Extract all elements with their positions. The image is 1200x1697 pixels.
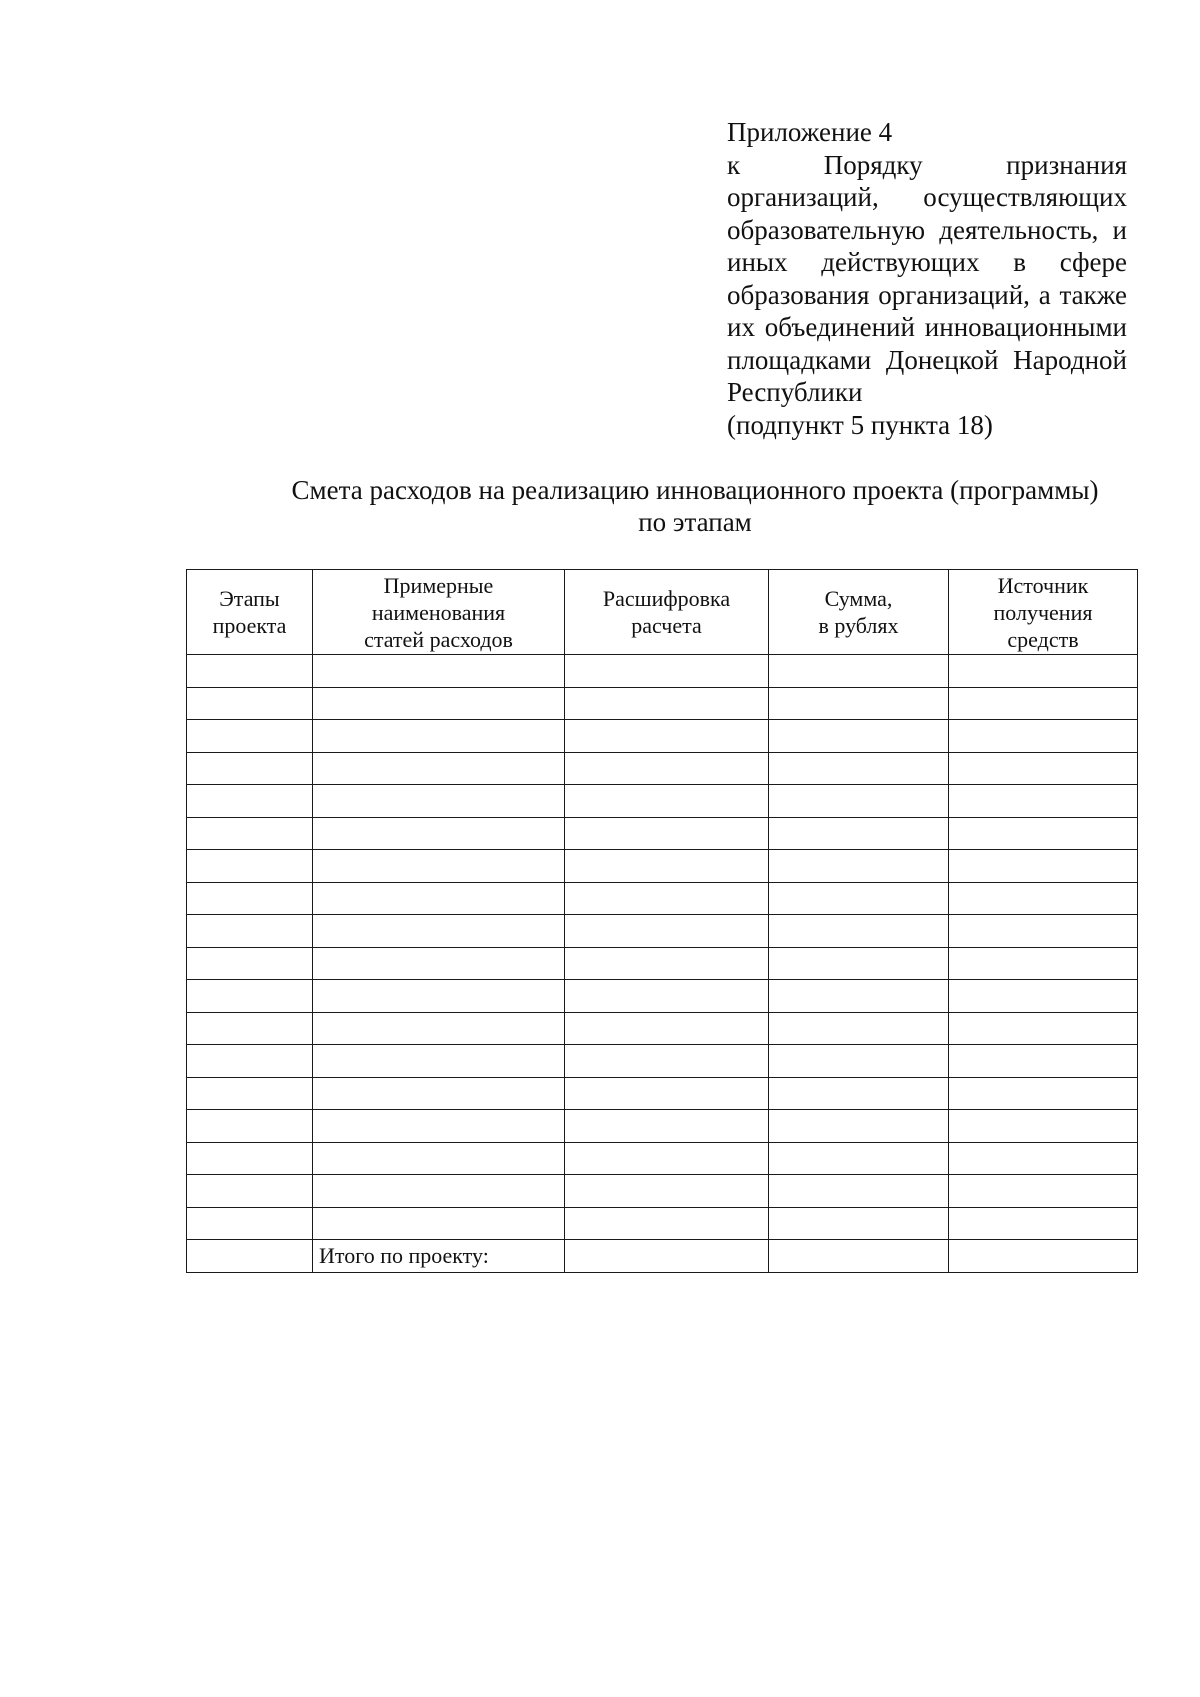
table-row [187,687,1138,720]
table-cell [313,980,565,1013]
table-cell [949,655,1138,688]
document-title-line: Смета расходов на реализацию инновационного проекта (программы) [291,475,1099,505]
table-cell [187,817,313,850]
header-funding-source [949,570,1138,655]
table-cell [313,915,565,948]
appendix-line: Приложение 4 [727,117,893,147]
table-cell [187,1110,313,1143]
table-cell [565,915,769,948]
table-cell [313,1207,565,1240]
table-row [187,1142,1138,1175]
table-cell [313,1077,565,1110]
table-cell [949,1175,1138,1208]
header-text: Сумма, [824,586,893,611]
appendix-line: площадками Донецкой Народной [727,344,1127,375]
table-cell [769,1175,949,1208]
budget-table [186,569,1138,1273]
table-cell [187,980,313,1013]
table-cell [565,655,769,688]
table-cell [949,1012,1138,1045]
table-row [187,785,1138,818]
table-cell [565,720,769,753]
header-amount [769,570,949,655]
table-cell [949,720,1138,753]
table-row [187,947,1138,980]
table-cell [949,882,1138,915]
table-cell [565,785,769,818]
table-cell [949,1207,1138,1240]
table-cell [187,720,313,753]
table-cell [187,1012,313,1045]
table-row [187,980,1138,1013]
table-cell [949,915,1138,948]
table-cell [769,817,949,850]
table-cell [769,1110,949,1143]
table-cell [949,947,1138,980]
table-cell [769,785,949,818]
table-cell [769,687,949,720]
table-cell [565,752,769,785]
table-cell [949,785,1138,818]
appendix-line: иных действующих в сфере [727,247,1127,277]
table-row [187,1175,1138,1208]
table-cell [187,1207,313,1240]
table-cell [565,1012,769,1045]
table-cell [565,1142,769,1175]
table-cell [769,850,949,883]
table-cell [565,947,769,980]
table-cell [769,980,949,1013]
appendix-line: Республики [727,377,863,407]
table-cell [949,1110,1138,1143]
table-cell [769,1077,949,1110]
table-cell [313,817,565,850]
table-cell [565,687,769,720]
header-expense-items [313,570,565,655]
total-row [187,1240,1138,1273]
table-row [187,1207,1138,1240]
table-cell [313,720,565,753]
table-row [187,915,1138,948]
appendix-block [727,116,1127,441]
appendix-line: (подпункт 5 пункта 18) [727,409,993,440]
table-row [187,720,1138,753]
table-cell [187,947,313,980]
table-cell [187,1175,313,1208]
table-cell [313,850,565,883]
table-cell [949,1045,1138,1078]
table-cell [313,1045,565,1078]
table-cell [949,752,1138,785]
table-cell [949,980,1138,1013]
table-cell [187,687,313,720]
table-cell [949,850,1138,883]
table-cell [565,1110,769,1143]
header-text: получения [993,599,1093,625]
table-cell [949,1142,1138,1175]
table-cell [769,1142,949,1175]
document-title-line: по этапам [638,507,752,537]
table-cell [565,1207,769,1240]
table-cell [565,1240,769,1273]
table-cell [949,1077,1138,1110]
table-cell [313,947,565,980]
table-cell [313,1175,565,1208]
table-row [187,882,1138,915]
table-cell [187,850,313,883]
table-cell [769,720,949,753]
header-text: статей расходов [364,626,513,652]
table-cell [187,1240,313,1273]
table-cell [313,785,565,818]
table-cell [769,947,949,980]
table-cell [187,915,313,948]
table-cell [565,850,769,883]
table-cell [187,655,313,688]
appendix-line: их объединений инновационными [727,312,1127,342]
table-cell [769,655,949,688]
table-cell [313,752,565,785]
table-cell [187,1077,313,1110]
table-cell [565,1045,769,1078]
table-cell [313,1142,565,1175]
table-row [187,752,1138,785]
header-text: проекта [212,613,287,638]
table-row [187,850,1138,883]
appendix-line: образования организаций, а также [727,279,1127,310]
table-cell [313,882,565,915]
budget-table-body [187,655,1138,1273]
header-text: средств [1007,626,1079,652]
table-cell [769,1240,949,1273]
header-calculation [565,570,769,655]
table-cell [949,687,1138,720]
appendix-line: организаций, осуществляющих [727,182,1127,212]
header-text: Источник [997,572,1089,598]
table-header-row [187,570,1138,655]
table-row [187,1110,1138,1143]
table-cell [769,1207,949,1240]
header-text: Этапы [219,586,280,611]
table-row [187,655,1138,688]
table-cell [769,1045,949,1078]
table-cell [769,882,949,915]
table-cell [313,1012,565,1045]
table-cell [313,687,565,720]
table-cell [565,980,769,1013]
table-cell [949,817,1138,850]
table-cell [769,915,949,948]
table-cell [187,1142,313,1175]
table-row [187,817,1138,850]
table-cell [313,655,565,688]
table-cell [187,752,313,785]
header-text: в рублях [818,613,899,638]
appendix-line: образовательную деятельность, и [727,214,1127,245]
header-text: Примерные [383,572,494,598]
table-cell [187,785,313,818]
header-text: наименования [371,599,506,625]
table-cell [565,817,769,850]
appendix-line: к Порядку признания [727,149,1127,180]
header-text: расчета [631,613,702,638]
table-row [187,1045,1138,1078]
table-cell [949,1240,1138,1273]
header-stages [187,570,313,655]
header-text: Расшифровка [602,586,731,611]
table-cell [769,752,949,785]
table-cell [565,882,769,915]
table-row [187,1012,1138,1045]
table-cell [187,1045,313,1078]
document-title [180,474,1200,538]
total-label: Итого по проекту: [313,1240,565,1273]
table-cell [565,1175,769,1208]
table-cell [565,1077,769,1110]
table-cell [313,1110,565,1143]
table-cell [187,882,313,915]
table-row [187,1077,1138,1110]
table-cell [769,1012,949,1045]
